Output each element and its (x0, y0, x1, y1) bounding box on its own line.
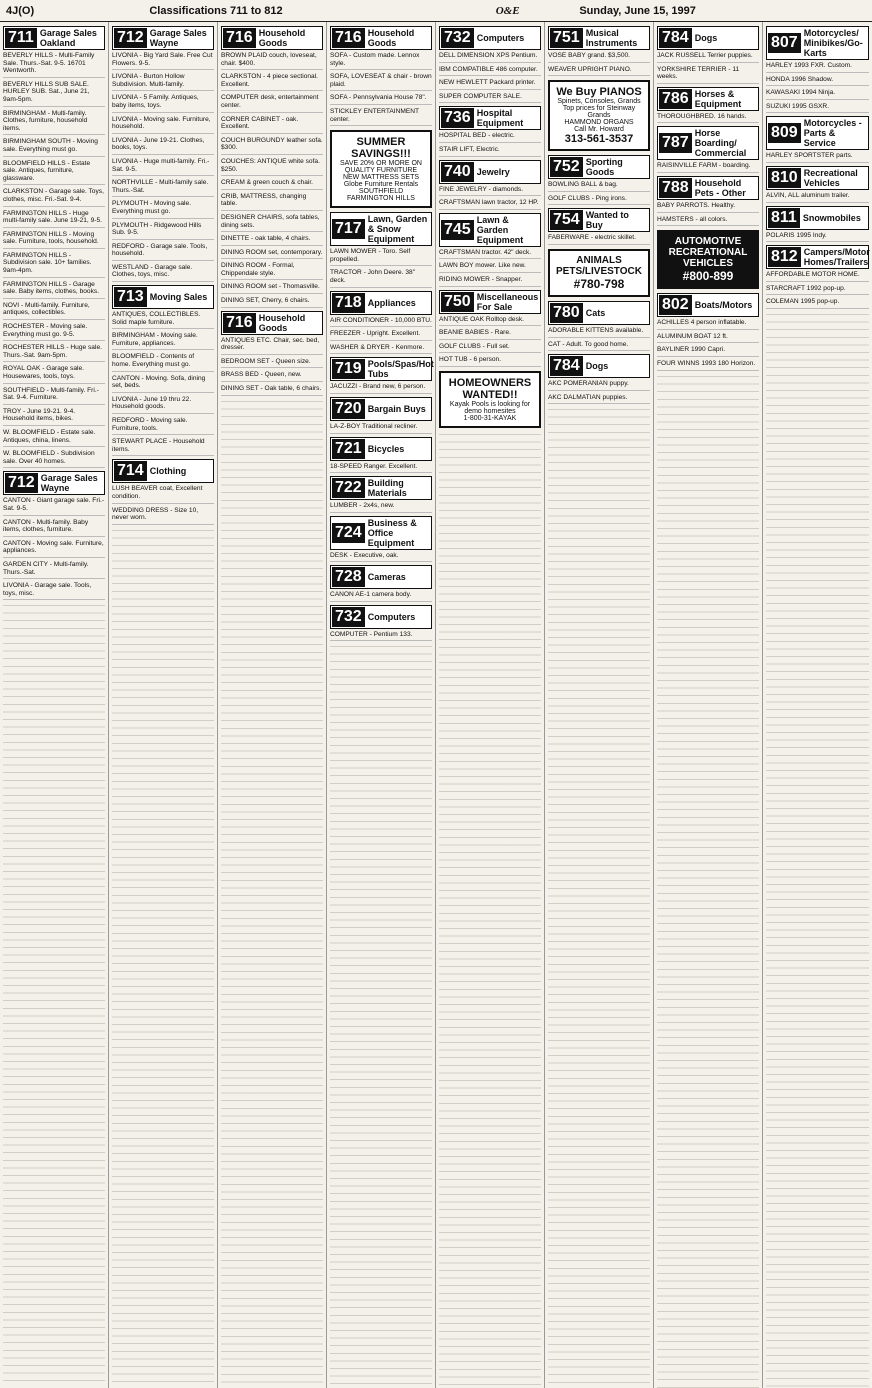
column-1 (0, 22, 109, 1388)
category-number: 802 (659, 295, 692, 315)
classified-ad: NEW HEWLETT Packard printer. (439, 79, 541, 90)
display-ad-box (439, 371, 541, 428)
column-text-filler (766, 312, 869, 1388)
classified-ad: BLOOMFIELD - Contents of home. Everything must go. (112, 353, 214, 371)
classified-ad: SOFA, LOVESEAT & chair - brown plaid. (330, 73, 432, 91)
classified-ad: HARLEY 1993 FXR. Custom. (766, 62, 869, 73)
category-number: 716 (332, 28, 365, 48)
classified-ad: HONDA 1996 Shadow. (766, 76, 869, 87)
classified-ad: COMPUTER desk, entertainment center. (221, 94, 323, 112)
classified-ad: ADORABLE KITTENS available. (548, 327, 650, 338)
classified-ad: BEANIE BABIES - Rare. (439, 329, 541, 340)
classified-ad: FABERWARE - electric skillet. (548, 234, 650, 245)
category-header-736 (439, 106, 541, 130)
category-header-780 (548, 301, 650, 325)
classified-ad: SOUTHFIELD - Multi-family. Fri.-Sat. 9-4. Furniture. (3, 387, 105, 405)
classified-ad: RIDING MOWER - Snapper. (439, 276, 541, 287)
category-number: 718 (332, 293, 365, 313)
classified-ad: COUCHES: ANTIQUE white sofa. $250. (221, 158, 323, 176)
category-header-751 (548, 26, 650, 50)
classified-ad: SUZUKI 1995 GSXR. (766, 103, 869, 114)
classified-ad: ANTIQUES ETC. Chair, sec. bed, dresser. (221, 337, 323, 355)
classified-ad: NOVI - Multi-family. Furniture, antiques, collectibles. (3, 302, 105, 320)
category-number: 751 (550, 28, 583, 48)
category-header-732 (439, 26, 541, 50)
automotive-banner-code: #800-899 (682, 269, 734, 284)
category-header-711 (3, 26, 105, 50)
category-number: 784 (550, 356, 583, 376)
classified-ad: DINING SET - Oak table, 6 chairs. (221, 385, 323, 396)
classified-ad: LIVONIA - 5 Family. Antiques, baby items, toys. (112, 94, 214, 112)
category-name: Motorcycles - Parts & Service (803, 118, 862, 149)
category-header-722 (330, 476, 432, 500)
display-ad-line: HAMMOND ORGANS (564, 119, 634, 127)
category-number: 712 (5, 473, 38, 493)
classified-ad: PLYMOUTH - Ridgewood Hills Sub. 9-5. (112, 222, 214, 240)
classified-ad: CAT - Adult. To good home. (548, 341, 650, 352)
classified-ad: DELL DIMENSION XPS Pentium. (439, 52, 541, 63)
issue-date: Sunday, June 15, 1997 (579, 4, 696, 17)
category-name: Garage Sales Wayne (149, 28, 207, 48)
classified-ad: W. BLOOMFIELD - Subdivision sale. Over 40 homes. (3, 450, 105, 468)
classified-ad: CANTON - Giant garage sale. Fri.-Sat. 9-5. (3, 497, 105, 515)
category-header-807 (766, 26, 869, 60)
category-header-750 (439, 290, 541, 314)
category-header-810 (766, 166, 869, 190)
column-text-filler (657, 374, 759, 1388)
category-name: Dogs (694, 33, 718, 43)
classified-ad: BLOOMFIELD HILLS - Estate sale. Antiques, furniture, glassware. (3, 160, 105, 186)
category-name: Bicycles (367, 443, 405, 454)
category-name: Jewelry (476, 166, 510, 177)
classified-ad: THOROUGHBRED. 16 hands. (657, 113, 759, 124)
classified-ad: CANTON - Moving. Sofa, dining set, beds. (112, 375, 214, 393)
classified-ad: GOLF CLUBS - Full set. (439, 343, 541, 354)
classified-ad: W. BLOOMFIELD - Estate sale. Antiques, china, linens. (3, 429, 105, 447)
column-7 (654, 22, 763, 1388)
category-header-716 (221, 311, 323, 335)
category-number: 714 (114, 461, 147, 481)
classified-ad: ALUMINUM BOAT 12 ft. (657, 333, 759, 344)
classified-ad: LAWN BOY mower. Like new. (439, 262, 541, 273)
category-header-719 (330, 357, 432, 381)
classified-ad: LAWN MOWER - Toro. Self propelled. (330, 248, 432, 266)
classified-ad: STEWART PLACE - Household items. (112, 438, 214, 456)
classified-ad: LIVONIA - Big Yard Sale. Free Cut Flowers. 9-5. (112, 52, 214, 70)
category-name: Computers (367, 611, 416, 622)
display-ad-line: Spinets, Consoles, Grands (557, 98, 641, 106)
column-text-filler (112, 528, 214, 1388)
category-name: Sporting Goods (585, 157, 623, 178)
category-number: 724 (332, 523, 365, 543)
ad-columns (0, 22, 872, 1388)
display-ad-line: 1-800-31-KAYAK (463, 414, 517, 422)
classified-ad: STICKLEY ENTERTAINMENT center. (330, 108, 432, 126)
category-name: Miscellaneous For Sale (476, 291, 539, 312)
classified-ad: TROY - June 19-21. 9-4. Household items, bikes. (3, 408, 105, 426)
column-6 (545, 22, 654, 1388)
classified-ad: HAMSTERS - all colors. (657, 216, 759, 227)
category-name: Business & Office Equipment (367, 517, 417, 548)
classified-ad: STARCRAFT 1992 pop-up. (766, 285, 869, 296)
category-header-786 (657, 87, 759, 111)
category-header-754 (548, 208, 650, 232)
classified-ad: WASHER & DRYER - Kenmore. (330, 344, 432, 355)
category-header-802 (657, 293, 759, 317)
classified-ad: BEVERLY HILLS SUB SALE. HURLEY SUB. Sat., June 21, 9am-5pm. (3, 81, 105, 107)
classified-ad: JACUZZI - Brand new, 6 person. (330, 383, 432, 394)
category-header-712 (3, 471, 105, 495)
category-header-717 (330, 212, 432, 246)
classified-ad: BAYLINER 1990 Capri. (657, 346, 759, 357)
category-number: 787 (659, 133, 692, 153)
classified-ad: DINING ROOM set, contemporary. (221, 249, 323, 260)
classified-ad: ANTIQUES, COLLECTIBLES. Solid maple furniture. (112, 311, 214, 329)
category-name: Computers (476, 33, 525, 43)
classified-ad: TRACTOR - John Deere. 38" deck. (330, 269, 432, 287)
category-name: Wanted to Buy (585, 210, 629, 231)
category-header-716 (221, 26, 323, 50)
category-number: 780 (550, 303, 583, 323)
classified-ad: BEDROOM SET - Queen size. (221, 358, 323, 369)
column-3 (218, 22, 327, 1388)
category-number: 811 (768, 208, 800, 228)
classified-ad: AFFORDABLE MOTOR HOME. (766, 271, 869, 282)
classified-ad: NORTHVILLE - Multi-family sale. Thurs.-Sat. (112, 179, 214, 197)
classified-ad: 18-SPEED Ranger. Excellent. (330, 463, 432, 474)
classified-ad: FARMINGTON HILLS - Moving sale. Furniture, tools, household. (3, 231, 105, 249)
classified-ad: CREAM & green couch & chair. (221, 179, 323, 190)
category-number: 809 (768, 123, 801, 143)
classified-ad: ALVIN, ALL aluminum trailer. (766, 192, 869, 203)
category-header-811 (766, 206, 869, 230)
category-name: Dogs (585, 361, 609, 372)
display-ad-title: We Buy PIANOS (556, 86, 642, 99)
classified-ad: CRAFTSMAN lawn tractor, 12 HP. (439, 199, 541, 210)
automotive-banner-title: AUTOMOTIVE RECREATIONAL VEHICLES (668, 236, 748, 270)
classified-ad: LIVONIA - Burton Hollow Subdivision. Multi-family. (112, 73, 214, 91)
classified-ad: BABY PARROTS. Healthy. (657, 202, 759, 213)
classified-ad: SUPER COMPUTER SALE. (439, 93, 541, 104)
classified-ad: COUCH BURGUNDY leather sofa. $300. (221, 137, 323, 155)
classified-ad: CRAFTSMAN tractor. 42" deck. (439, 249, 541, 260)
category-number: 745 (441, 220, 474, 240)
classified-ad: AKC DALMATIAN puppies. (548, 394, 650, 405)
pets-banner-title: ANIMALS PETS/LIVESTOCK (556, 254, 642, 277)
pets-banner-code: #780-798 (573, 276, 625, 291)
classified-ad: STAIR LIFT, Electric. (439, 146, 541, 157)
classified-ad: LUMBER - 2x4s, new. (330, 502, 432, 513)
category-name: Lawn & Garden Equipment (476, 214, 524, 245)
classified-ad: BIRMINGHAM SOUTH - Moving sale. Everything must go. (3, 138, 105, 156)
category-name: Clothing (149, 466, 187, 477)
category-header-784 (548, 354, 650, 378)
classified-ad: IBM COMPATIBLE 486 computer. (439, 66, 541, 77)
classified-ad: LIVONIA - Garage sale. Tools, toys, misc. (3, 582, 105, 600)
classified-ad: REDFORD - Garage sale. Tools, household. (112, 243, 214, 261)
category-name: Recreational Vehicles (803, 167, 858, 188)
classified-ad: COLEMAN 1995 pop-up. (766, 298, 869, 309)
classified-ad: DINETTE - oak table, 4 chairs. (221, 235, 323, 246)
classified-ad: ROCHESTER HILLS - Huge sale. Thurs.-Sat. 9am-5pm. (3, 344, 105, 362)
classified-ad: BEVERLY HILLS - Multi-Family Sale. Thurs.-Sat. 9-5. 16701 Wentworth. (3, 52, 105, 78)
classified-ad: RAISINVILLE FARM - boarding. (657, 162, 759, 173)
category-name: Boats/Motors (694, 300, 753, 311)
category-header-784 (657, 26, 759, 50)
category-name: Household Pets - Other (694, 177, 746, 198)
category-number: 716 (223, 313, 256, 333)
category-number: 786 (659, 89, 692, 109)
display-ad-line: SOUTHFIELD (358, 188, 404, 196)
category-number: 728 (332, 567, 365, 587)
category-name: Motorcycles/ Minibikes/Go-Karts (803, 28, 863, 58)
classified-ad: HOT TUB - 6 person. (439, 356, 541, 367)
category-number: 721 (332, 439, 365, 459)
classified-ad: FARMINGTON HILLS - Subdivision sale. 10+ families. 9am-4pm. (3, 252, 105, 278)
column-2 (109, 22, 218, 1388)
category-number: 754 (550, 210, 583, 230)
classified-ad: BROWN PLAID couch, loveseat, chair. $400. (221, 52, 323, 70)
classified-ad: SOFA - Custom made. Lennox style. (330, 52, 432, 70)
classified-ad: BIRMINGHAM - Multi-family. Clothes, furniture, household items. (3, 110, 105, 136)
category-number: 750 (441, 292, 474, 312)
display-ad-box (548, 80, 650, 151)
category-number: 752 (550, 157, 583, 177)
classified-ad: ANTIQUE OAK Rolltop desk. (439, 316, 541, 327)
classified-ad: HARLEY SPORTSTER parts. (766, 152, 869, 163)
category-header-787 (657, 126, 759, 160)
classified-ad: LUSH BEAVER coat, Excellent condition. (112, 485, 214, 503)
classified-ad: WESTLAND - Garage sale. Clothes, toys, misc. (112, 264, 214, 282)
classified-ad: FINE JEWELRY - diamonds. (439, 186, 541, 197)
column-text-filler (3, 603, 105, 1388)
category-header-714 (112, 459, 214, 483)
category-number: 717 (332, 219, 365, 239)
category-header-716 (330, 26, 432, 50)
classified-ad: LA-Z-BOY Traditional recliner. (330, 423, 432, 434)
classified-ad: SOFA - Pennsylvania House 78". (330, 94, 432, 105)
category-name: Campers/Motor Homes/Trailers (803, 247, 870, 268)
category-name: Garage Sales Oakland (39, 28, 97, 48)
classified-ad: FOUR WINNS 1993 180 Horizon. (657, 360, 759, 371)
category-number: 736 (441, 108, 474, 128)
column-text-filler (548, 407, 650, 1388)
classified-ad: CLARKSTON - Garage sale. Toys, clothes, misc. Fri.-Sat. 9-4. (3, 188, 105, 206)
category-header-718 (330, 291, 432, 315)
classified-ad: AIR CONDITIONER - 10,000 BTU. (330, 317, 432, 328)
classified-ad: CANTON - Moving sale. Furniture, appliances. (3, 540, 105, 558)
category-header-721 (330, 437, 432, 461)
paper-name: O&E (495, 4, 520, 17)
category-header-713 (112, 285, 214, 309)
category-name: Horses & Equipment (694, 88, 742, 109)
classified-ad: FREEZER - Upright. Excellent. (330, 330, 432, 341)
classified-ad: DESIGNER CHAIRS, sofa tables, dining sets. (221, 214, 323, 232)
classified-ad: DINING ROOM set - Thomasville. (221, 283, 323, 294)
pets-section-banner (548, 249, 650, 297)
classified-ad: CANON AE-1 camera body. (330, 591, 432, 602)
category-number: 712 (114, 28, 147, 48)
category-number: 810 (768, 168, 801, 188)
classified-ad: LIVONIA - Moving sale. Furniture, household. (112, 116, 214, 134)
display-ad-line: Call Mr. Howard (574, 126, 624, 134)
category-name: Pools/Spas/Hot Tubs (367, 359, 434, 380)
classified-ad: PLYMOUTH - Moving sale. Everything must go. (112, 200, 214, 218)
category-number: 719 (332, 359, 365, 379)
display-ad-line: Top prices for Steinway Grands (562, 105, 636, 120)
category-header-752 (548, 155, 650, 179)
classified-ad: DINING ROOM - Formal, Chippendale style. (221, 262, 323, 280)
classified-ad: YORKSHIRE TERRIER - 11 weeks. (657, 66, 759, 84)
classified-ad: POLARIS 1995 Indy. (766, 232, 869, 243)
category-header-728 (330, 565, 432, 589)
category-name: Musical Instruments (585, 28, 638, 48)
classified-ad: WEAVER UPRIGHT PIANO. (548, 66, 650, 77)
category-number: 722 (332, 478, 365, 498)
category-number: 807 (768, 33, 801, 53)
classified-ad: JACK RUSSELL Terrier puppies. (657, 52, 759, 63)
category-name: Household Goods (258, 312, 306, 333)
classified-ad: BIRMINGHAM - Moving sale. Furniture, appliances. (112, 332, 214, 350)
column-8 (763, 22, 872, 1388)
classified-ad: BOWLING BALL & bag. (548, 181, 650, 192)
category-number: 812 (768, 247, 801, 267)
category-number: 716 (223, 28, 256, 48)
display-ad-title: SUMMER SAVINGS!!! (351, 136, 411, 161)
automotive-section-banner (657, 230, 759, 289)
category-number: 713 (114, 287, 147, 307)
category-header-732 (330, 605, 432, 629)
classified-ad: CANTON - Multi-family. Baby items, clothes, furniture. (3, 519, 105, 537)
classified-ad: LIVONIA - Huge multi-family. Fri.-Sat. 9-5. (112, 158, 214, 176)
classified-ad: REDFORD - Moving sale. Furniture, tools. (112, 417, 214, 435)
category-name: Household Goods (367, 28, 415, 48)
category-name: Appliances (367, 297, 416, 308)
category-header-812 (766, 245, 869, 269)
classified-ad: VOSE BABY grand. $3,500. (548, 52, 650, 63)
display-ad-phone: 313-561-3537 (564, 133, 634, 146)
category-name: Cameras (367, 572, 406, 583)
classified-ad: CRIB, MATTRESS, changing table. (221, 193, 323, 211)
display-ad-line: Globe Furniture Rentals (343, 181, 419, 189)
category-number: 740 (441, 162, 474, 182)
classified-ad: ROCHESTER - Moving sale. Everything must go. 9-5. (3, 323, 105, 341)
category-header-745 (439, 213, 541, 247)
classified-ad: FARMINGTON HILLS - Huge multi-family sale. June 19-21, 9-5. (3, 210, 105, 228)
display-ad-line: FARMINGTON HILLS (347, 195, 415, 203)
column-text-filler (330, 644, 432, 1388)
classified-ad: GARDEN CITY - Multi-family. Thurs.-Sat. (3, 561, 105, 579)
category-number: 720 (332, 399, 365, 419)
classified-ad: HOSPITAL BED - electric. (439, 132, 541, 143)
classified-ad: CLARKSTON - 4 piece sectional. Excellent. (221, 73, 323, 91)
page-number: 4J(O) (6, 4, 35, 17)
column-5 (436, 22, 545, 1388)
category-number: 732 (441, 28, 474, 48)
classified-ad: KAWASAKI 1994 Ninja. (766, 89, 869, 100)
category-name: Snowmobiles (802, 212, 861, 223)
category-header-724 (330, 516, 432, 550)
category-name: Bargain Buys (367, 403, 426, 414)
display-ad-line: Kayak Pools is looking for demo homesites (449, 400, 531, 415)
category-name: Household Goods (258, 28, 306, 48)
classified-ad: LIVONIA - June 19-21. Clothes, books, toys. (112, 137, 214, 155)
category-number: 732 (332, 607, 365, 627)
category-number: 784 (659, 28, 692, 48)
display-ad-line: NEW MATTRESS SETS (342, 174, 420, 182)
classified-ad: DINING SET, Cherry, 6 chairs. (221, 297, 323, 308)
category-number: 788 (659, 178, 692, 198)
classified-ad: COMPUTER - Pentium 133. (330, 631, 432, 642)
masthead (0, 0, 872, 22)
column-text-filler (221, 399, 323, 1388)
classified-ad: AKC POMERANIAN puppy. (548, 380, 650, 391)
category-name: Hospital Equipment (476, 108, 524, 129)
display-ad-line: SAVE 20% OR MORE ON QUALITY FURNITURE (340, 160, 422, 175)
classified-ad: BRASS BED - Queen, new. (221, 371, 323, 382)
category-header-720 (330, 397, 432, 421)
category-header-740 (439, 160, 541, 184)
classified-ad: ROYAL OAK - Garage sale. Housewares, tools, toys. (3, 365, 105, 383)
classified-ad: WEDDING DRESS - Size 10, never worn. (112, 507, 214, 525)
display-ad-box (330, 130, 432, 208)
column-text-filler (439, 432, 541, 1388)
column-4 (327, 22, 436, 1388)
category-name: Moving Sales (149, 292, 208, 303)
classified-ad: LIVONIA - June 19 thru 22. Household goods. (112, 396, 214, 414)
display-ad-title: HOMEOWNERS WANTED!! (448, 376, 532, 401)
category-number: 711 (5, 28, 37, 48)
category-name: Cats (585, 307, 606, 318)
section-title: Classifications 711 to 812 (149, 4, 283, 17)
category-name: Horse Boarding/ Commercial (694, 128, 747, 159)
classified-ad: CORNER CABINET - oak. Excellent. (221, 116, 323, 134)
classified-ad: FARMINGTON HILLS - Garage sale. Baby items, clothes, books. (3, 281, 105, 299)
category-header-712 (112, 26, 214, 50)
category-header-788 (657, 176, 759, 200)
classified-ad: GOLF CLUBS - Ping irons. (548, 195, 650, 206)
classified-ad: DESK - Executive, oak. (330, 552, 432, 563)
classified-ad: ACHILLES 4 person inflatable. (657, 319, 759, 330)
category-header-809 (766, 116, 869, 150)
category-name: Garage Sales Wayne (40, 473, 98, 494)
category-name: Building Materials (367, 478, 407, 499)
category-name: Lawn, Garden & Snow Equipment (367, 214, 428, 245)
